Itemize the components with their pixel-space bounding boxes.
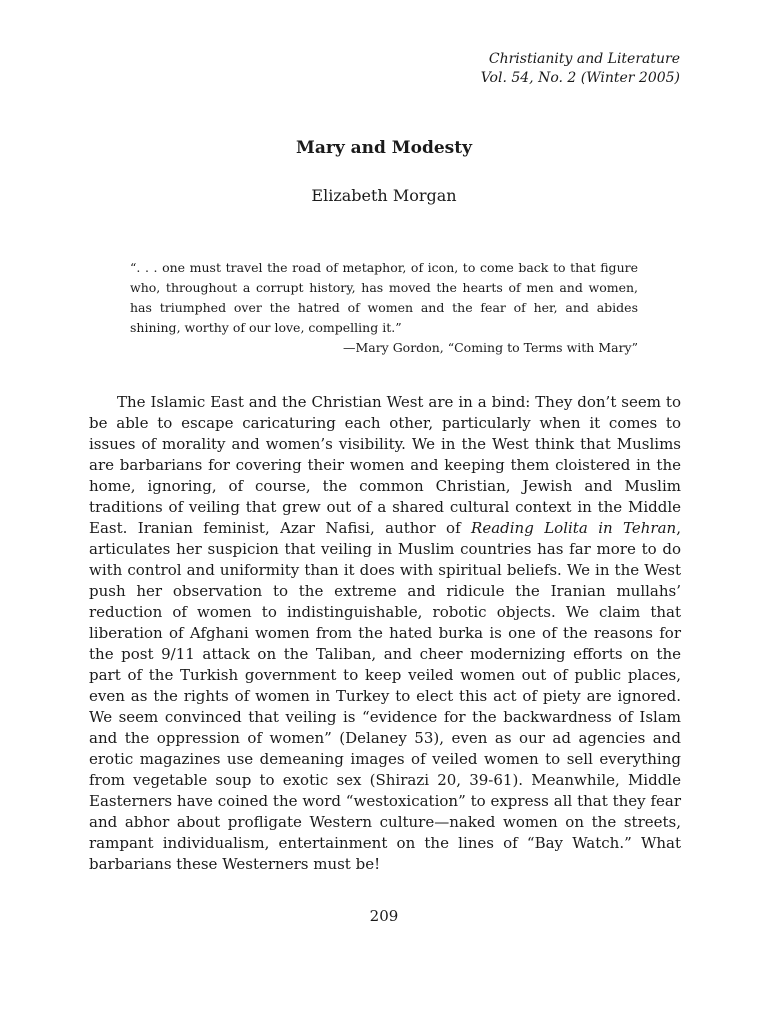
article-author: Elizabeth Morgan — [311, 186, 457, 205]
article-body — [89, 392, 681, 875]
body-text-1: The Islamic East and the Christian West are in a bind: They don’t seem to be able to escape caricaturing each other, particularly when it comes to issues of morality and women’s visibility. We in the West think that Muslims are barbarians for covering their women and keeping them cloistered in the home, ignoring, of course, the common Christian, Jewish and Muslim traditions of veiling that grew out of a shared cultural context in the Middle East. Iranian feminist, Azar Nafisi, author of — [89, 393, 681, 537]
book-title: Reading Lolita in Tehran — [471, 519, 677, 537]
article-title: Mary and Modesty — [296, 138, 472, 158]
epigraph-quote: “. . . one must travel the road of metaphor, of icon, to come back to that figure who, throughout a corrupt history, has moved the hearts of men and women, has triumphed over the hatred of women and the fear of her, and abides shining, worthy of our love, compelling it.” — [130, 260, 638, 335]
epigraph-attribution: —Mary Gordon, “Coming to Terms with Mary” — [342, 340, 638, 355]
journal-volume: Vol. 54, No. 2 (Winter 2005) — [480, 70, 680, 86]
body-paragraph — [89, 392, 681, 875]
body-text-2: , articulates her suspicion that veiling in Muslim countries has far more to do with control and uniformity than it does with spiritual beliefs. We in the West push her observation to the extreme and ridicule the Iranian mullahs’ reduction of women to indistinguishable, robotic objects. We claim that liberation of Afghani women from the hated burka is one of the reasons for the post 9/11 attack on the Taliban, and cheer modernizing efforts on the part of the Turkish government to keep veiled women out of public places, even as the rights of women in Turkey to elect this act of piety are ignored. We seem convinced that veiling is “evidence for the backwardness of Islam and the oppression of women” (Delaney 53), even as our ad agencies and erotic magazines use demeaning images of veiled women to sell everything from vegetable soup to exotic sex (Shirazi 20, 39-61). Meanwhile, Middle Easterners have coined the word “westoxication” to express all that they fear and abhor about profligate Western culture—naked women on the streets, rampant individualism, entertainment on the lines of “Bay Watch.” What barbarians these Westerners must be! — [89, 519, 681, 873]
page-number: 209 — [369, 907, 399, 925]
epigraph — [130, 258, 638, 358]
journal-header — [481, 50, 680, 88]
journal-title: Christianity and Literature — [488, 51, 680, 67]
